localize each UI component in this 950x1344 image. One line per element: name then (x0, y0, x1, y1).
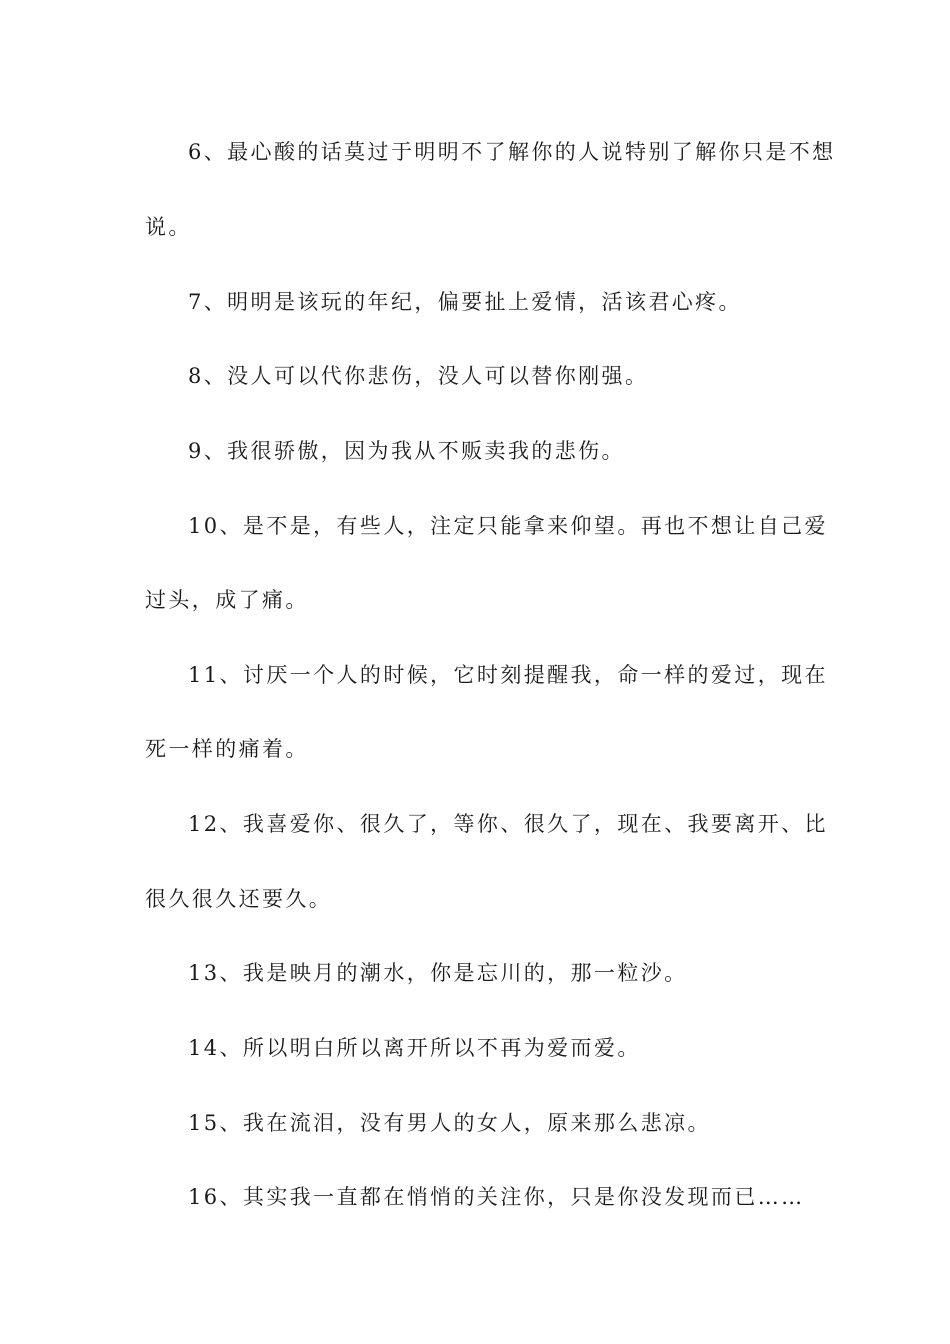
paragraph-16: 16、其实我一直都在悄悄的关注你，只是你没发现而已…… (188, 1185, 805, 1209)
paragraph-6-line-2: 说。 (145, 215, 192, 239)
paragraph-11-line-2: 死一样的痛着。 (145, 737, 309, 761)
paragraph-14: 14、所以明白所以离开所以不再为爱而爱。 (188, 1036, 641, 1060)
paragraph-13: 13、我是映月的潮水，你是忘川的，那一粒沙。 (188, 961, 688, 985)
paragraph-12-line-1: 12、我喜爱你、很久了，等你、很久了，现在、我要离开、比 (188, 812, 828, 836)
paragraph-10-line-1: 10、是不是，有些人，注定只能拿来仰望。再也不想让自己爱 (188, 514, 828, 538)
paragraph-12-line-2: 很久很久还要久。 (145, 887, 333, 911)
paragraph-6-line-1: 6、最心酸的话莫过于明明不了解你的人说特别了解你只是不想 (188, 140, 836, 164)
paragraph-8: 8、没人可以代你悲伤，没人可以替你刚强。 (188, 364, 649, 388)
paragraph-10-line-2: 过头，成了痛。 (145, 588, 309, 612)
paragraph-11-line-1: 11、讨厌一个人的时候，它时刻提醒我，命一样的爱过，现在 (188, 663, 828, 687)
paragraph-7: 7、明明是该玩的年纪，偏要扯上爱情，活该君心疼。 (188, 290, 742, 314)
paragraph-9: 9、我很骄傲，因为我从不贩卖我的悲伤。 (188, 439, 625, 463)
paragraph-15: 15、我在流泪，没有男人的女人，原来那么悲凉。 (188, 1111, 711, 1135)
